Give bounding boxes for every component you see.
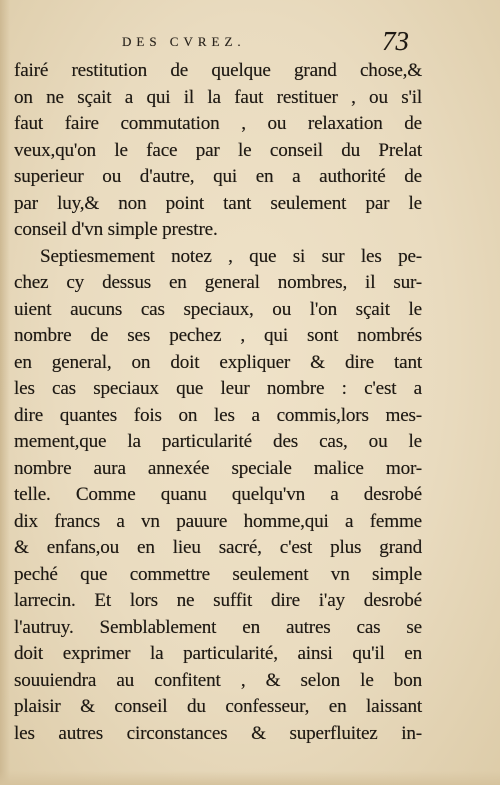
- text-line: nombre aura annexée speciale malice mor-: [14, 457, 422, 479]
- text-line: l'autruy. Semblablement en autres cas se: [14, 616, 422, 638]
- running-title: DES CVREZ.: [122, 34, 246, 49]
- page-bottom-shadow: [0, 771, 500, 785]
- text-line: faut faire commutation , ou relaxation de: [14, 113, 422, 134]
- text-line: on ne sçait a qui il la faut restituer , ou s'il: [14, 86, 422, 108]
- paragraph-start-line: Septiesmement notez , que si sur les pe-: [40, 245, 422, 267]
- text-line: dire quantes fois on les a commis,lors mes-: [14, 404, 422, 426]
- text-line: larrecin. Et lors ne suffit dire i'ay desrobé: [14, 590, 422, 611]
- text-line: telle. Comme quanu quelqu'vn a desrobé: [14, 484, 422, 505]
- text-line: dix francs a vn pauure homme,qui a femme: [14, 510, 422, 532]
- text-line: veux,qu'on le face par le conseil du Prelat: [14, 139, 422, 161]
- page-edge-shadow: [0, 0, 10, 785]
- body-text: [14, 58, 422, 747]
- text-line: conseil d'vn simple prestre.: [14, 219, 218, 240]
- text-line: peché que commettre seulement vn simple: [14, 563, 422, 585]
- text-line: plaisir & conseil du confesseur, en laissant: [14, 696, 422, 717]
- text-line: les autres circonstances & superfluitez in-: [14, 722, 422, 744]
- text-line: & enfans,ou en lieu sacré, c'est plus grand: [14, 537, 422, 558]
- text-line: superieur ou d'autre, qui en a authorité de: [14, 166, 422, 187]
- text-line: chez cy dessus en general nombres, il sur-: [14, 272, 422, 293]
- running-head: [0, 26, 500, 56]
- text-line: fairé restitution de quelque grand chose,&: [14, 60, 422, 81]
- text-line: doit exprimer la particularité, ainsi qu'il en: [14, 643, 422, 664]
- text-line: uient aucuns cas speciaux, ou l'on sçait le: [14, 298, 422, 320]
- text-line: souuiendra au confitent , & selon le bon: [14, 669, 422, 691]
- page-number: 73: [382, 26, 409, 56]
- text-line: nombre de ses pechez , qui sont nombrés: [14, 325, 422, 346]
- text-line: par luy,& non point tant seulement par le: [14, 192, 422, 214]
- text-line: mement,que la particularité des cas, ou le: [14, 431, 422, 452]
- text-line: les cas speciaux que leur nombre : c'est a: [14, 378, 422, 399]
- text-line: en general, on doit expliquer & dire tant: [14, 351, 422, 373]
